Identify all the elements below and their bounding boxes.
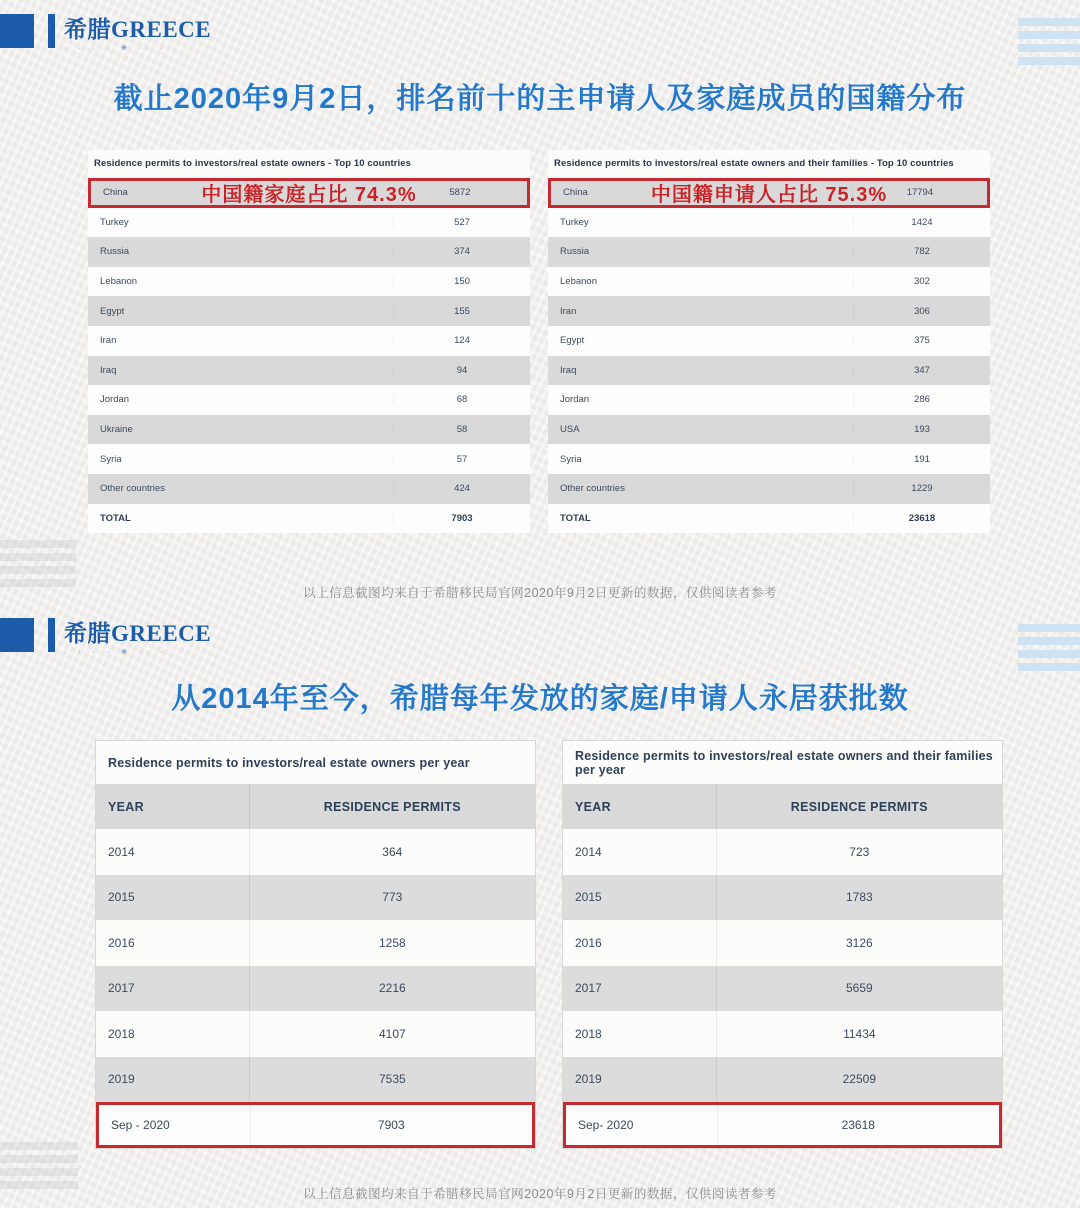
value-cell: 374 <box>393 246 530 257</box>
permits-cell: 5659 <box>845 981 873 996</box>
china-share-callout: 中国籍家庭占比 74.3% <box>201 184 417 207</box>
total-label: TOTAL <box>560 512 591 524</box>
table-row <box>96 875 535 921</box>
permits-cell: 11434 <box>843 1026 876 1041</box>
year-header: YEAR <box>96 784 250 829</box>
year-cell: 2019 <box>96 1057 250 1103</box>
country-cell: Turkey <box>100 216 129 228</box>
value-cell: 782 <box>853 246 990 257</box>
table-row <box>96 920 535 966</box>
china-highlight-row <box>88 178 530 208</box>
country-cell: Jordan <box>100 394 130 406</box>
value-cell: 527 <box>393 217 530 228</box>
value-cell: 424 <box>393 483 530 494</box>
country-cell: Other countries <box>560 483 625 495</box>
table-row <box>548 208 990 238</box>
table-row <box>88 237 530 267</box>
table-row <box>88 326 530 356</box>
value-cell: 1229 <box>853 483 990 494</box>
brand-logo <box>0 14 211 52</box>
year-rows <box>563 829 1002 1102</box>
table-row <box>88 385 530 415</box>
table-row <box>548 356 990 386</box>
permits-cell: 7903 <box>377 1118 405 1132</box>
families-yearly-table <box>562 740 1003 1149</box>
top-tables <box>88 150 990 533</box>
table-caption: Residence permits to investors/real estate owners per year <box>108 755 470 770</box>
permits-cell: 364 <box>382 844 403 859</box>
country-cell: Russia <box>100 246 130 258</box>
total-row <box>88 504 530 534</box>
table-row <box>548 474 990 504</box>
value-cell: 150 <box>393 276 530 287</box>
table-row <box>96 1057 535 1103</box>
country-cell: Turkey <box>560 216 589 228</box>
brand-logo <box>0 618 211 656</box>
logo-dots-icon: · · · · ※ ·· · <box>64 45 168 52</box>
year-cell: 2014 <box>96 829 250 875</box>
value-cell: 17794 <box>852 187 987 198</box>
permits-cell: 1258 <box>378 935 406 950</box>
year-cell: 2019 <box>563 1057 717 1103</box>
logo-text: 希腊GREECE <box>64 16 212 42</box>
year-cell: Sep - 2020 <box>99 1105 251 1145</box>
country-cell: Russia <box>560 246 590 258</box>
china-highlight-row <box>548 178 990 208</box>
table-caption: Residence permits to investors/real estate owners and their families - Top 10 countries <box>554 158 954 169</box>
permits-cell: 4107 <box>378 1026 406 1041</box>
logo-bar-icon <box>48 14 55 48</box>
table-caption: Residence permits to investors/real estate owners and their families per year <box>575 748 993 777</box>
value-cell: 58 <box>393 424 530 435</box>
investors-country-table <box>88 150 530 533</box>
greek-flag-stripes-icon <box>1018 624 1080 676</box>
country-cell: Iraq <box>100 364 117 376</box>
country-cell: Iran <box>560 305 577 317</box>
source-note: 以上信息截图均来自于希腊移民局官网2020年9月2日更新的数据，仅供阅读者参考 <box>303 586 777 600</box>
logo-bar-icon <box>48 618 55 652</box>
decor-stripes-icon <box>0 1142 78 1194</box>
country-cell: USA <box>560 424 580 436</box>
section1-title: 截止2020年9月2日，排名前十的主申请人及家庭成员的国籍分布 <box>113 83 967 115</box>
year-cell: 2017 <box>96 966 250 1012</box>
year-cell: 2016 <box>563 920 717 966</box>
permits-cell: 1783 <box>845 890 873 905</box>
country-cell: Egypt <box>100 305 125 317</box>
country-cell: China <box>103 187 128 199</box>
year-cell: 2016 <box>96 920 250 966</box>
value-cell: 347 <box>853 365 990 376</box>
table-row <box>548 385 990 415</box>
permits-cell: 22509 <box>842 1072 876 1087</box>
source-note: 以上信息截图均来自于希腊移民局官网2020年9月2日更新的数据，仅供阅读者参考 <box>303 1187 777 1201</box>
country-cell: Syria <box>100 453 122 465</box>
table-row <box>563 875 1002 921</box>
permits-header: RESIDENCE PERMITS <box>323 799 461 814</box>
country-rows <box>548 208 990 504</box>
permits-cell: 7535 <box>378 1072 406 1087</box>
table-row <box>548 444 990 474</box>
table-row <box>88 415 530 445</box>
country-cell: Egypt <box>560 335 585 347</box>
country-cell: Iraq <box>560 364 577 376</box>
value-cell: 193 <box>853 424 990 435</box>
year-cell: 2015 <box>563 875 717 921</box>
table-row <box>563 920 1002 966</box>
sep2020-highlight-row <box>563 1102 1002 1148</box>
year-cell: 2018 <box>563 1011 717 1057</box>
table-row <box>88 444 530 474</box>
total-value: 7903 <box>393 513 530 524</box>
year-cell: 2014 <box>563 829 717 875</box>
table-row <box>88 267 530 297</box>
year-header: YEAR <box>563 784 717 829</box>
investors-yearly-table <box>95 740 536 1149</box>
table-row <box>88 474 530 504</box>
value-cell: 68 <box>393 394 530 405</box>
country-cell: Iran <box>100 335 117 347</box>
year-rows <box>96 829 535 1102</box>
permits-cell: 23618 <box>841 1118 875 1132</box>
logo-dots-icon: · · · · ※ ·· · <box>64 649 168 656</box>
value-cell: 1424 <box>853 217 990 228</box>
value-cell: 124 <box>393 335 530 346</box>
value-cell: 286 <box>853 394 990 405</box>
greek-flag-stripes-icon <box>1018 18 1080 70</box>
total-value: 23618 <box>853 513 990 524</box>
total-row <box>548 504 990 534</box>
value-cell: 94 <box>393 365 530 376</box>
table-row <box>563 829 1002 875</box>
table-row <box>88 208 530 238</box>
value-cell: 302 <box>853 276 990 287</box>
value-cell: 375 <box>853 335 990 346</box>
families-country-table <box>548 150 990 533</box>
permits-header: RESIDENCE PERMITS <box>790 799 928 814</box>
country-rows <box>88 208 530 504</box>
table-row <box>548 415 990 445</box>
year-cell: 2018 <box>96 1011 250 1057</box>
country-cell: Lebanon <box>560 276 597 288</box>
table-row <box>96 1011 535 1057</box>
yearly-tables <box>95 740 1003 1149</box>
value-cell: 155 <box>393 306 530 317</box>
year-cell: Sep- 2020 <box>566 1105 718 1145</box>
permits-cell: 2216 <box>378 981 406 996</box>
logo-square-icon <box>0 618 34 652</box>
china-share-callout: 中国籍申请人占比 75.3% <box>650 184 888 207</box>
table-row <box>548 326 990 356</box>
table-row <box>563 966 1002 1012</box>
table-caption: Residence permits to investors/real estate owners - Top 10 countries <box>94 158 412 169</box>
table-header-row <box>563 784 1002 829</box>
sep2020-highlight-row <box>96 1102 535 1148</box>
table-row <box>548 296 990 326</box>
table-row <box>96 829 535 875</box>
value-cell: 5872 <box>392 187 527 198</box>
table-row <box>548 267 990 297</box>
permits-cell: 3126 <box>845 935 873 950</box>
total-label: TOTAL <box>100 512 131 524</box>
value-cell: 306 <box>853 306 990 317</box>
country-cell: China <box>563 187 588 199</box>
year-cell: 2017 <box>563 966 717 1012</box>
country-cell: Jordan <box>560 394 590 406</box>
country-cell: Other countries <box>100 483 165 495</box>
value-cell: 57 <box>393 454 530 465</box>
table-row <box>96 966 535 1012</box>
permits-cell: 723 <box>849 844 870 859</box>
table-header-row <box>96 784 535 829</box>
country-cell: Ukraine <box>100 424 133 436</box>
table-row <box>548 237 990 267</box>
table-row <box>88 296 530 326</box>
table-row <box>88 356 530 386</box>
country-cell: Lebanon <box>100 276 137 288</box>
logo-square-icon <box>0 14 34 48</box>
year-cell: 2015 <box>96 875 250 921</box>
decor-stripes-icon <box>0 540 76 592</box>
value-cell: 191 <box>853 454 990 465</box>
table-row <box>563 1057 1002 1103</box>
permits-cell: 773 <box>382 890 403 905</box>
logo-text: 希腊GREECE <box>64 620 212 646</box>
table-row <box>563 1011 1002 1057</box>
country-cell: Syria <box>560 453 582 465</box>
section2-title: 从2014年至今，希腊每年发放的家庭/申请人永居获批数 <box>171 683 909 715</box>
